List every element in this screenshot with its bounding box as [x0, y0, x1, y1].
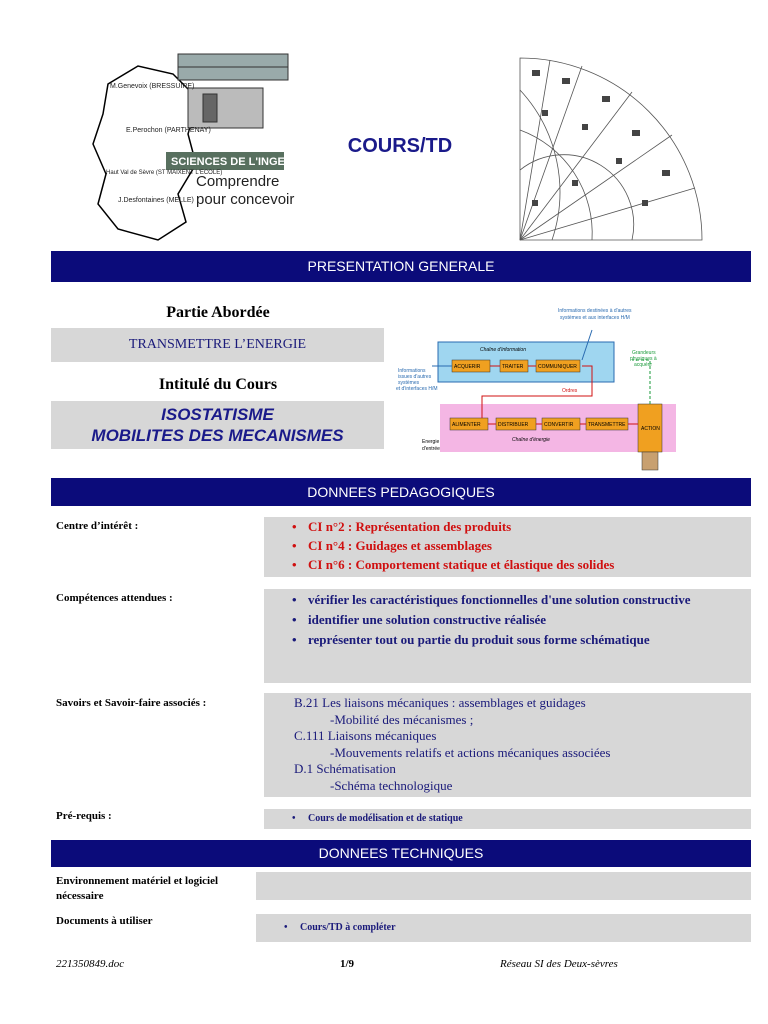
list-item: • CI n°2 : Représentation des produits: [264, 517, 751, 536]
centre-interet-label: Centre d’intérêt :: [56, 520, 139, 532]
svg-text:M.Genevoix (BRESSUIRE): M.Genevoix (BRESSUIRE): [110, 83, 195, 90]
svg-text:pour concevoir: pour concevoir: [196, 191, 295, 208]
svg-text:d'entrée: d'entrée: [422, 446, 440, 452]
documents-list: [256, 914, 751, 933]
svg-text:J.Desfontaines (MELLE): J.Desfontaines (MELLE): [118, 197, 194, 204]
savoir-line: -Mobilité des mécanismes ;: [330, 711, 474, 727]
section-header-pedagogiques: DONNEES PEDAGOGIQUES: [51, 478, 751, 506]
list-item: • CI n°6 : Comportement statique et élastique des solides: [264, 555, 751, 574]
svg-text:issues d'autres: issues d'autres: [398, 374, 432, 380]
list-item: • identifier une solution constructive réalisée: [264, 611, 711, 628]
svg-text:acquérir: acquérir: [634, 362, 653, 368]
list-item: • Cours/TD à compléter: [256, 922, 751, 933]
svg-text:Grandeurs: Grandeurs: [632, 350, 656, 356]
intitule-line-1: ISOSTATISME: [161, 405, 274, 424]
footer-page-number: 1/9: [340, 958, 355, 970]
svg-text:Informations destinées à d'aut: Informations destinées à d'autres: [558, 308, 632, 314]
environnement-label-line-2: nécessaire: [56, 890, 104, 902]
savoir-line: -Mouvements relatifs et actions mécaniques associées: [330, 744, 611, 760]
svg-text:Chaîne d'information: Chaîne d'information: [480, 347, 526, 353]
svg-text:Informations: Informations: [398, 368, 426, 374]
prerequis-box: [264, 809, 751, 829]
savoir-line: -Schéma technologique: [330, 777, 453, 793]
svg-text:Chaîne d'énergie: Chaîne d'énergie: [512, 437, 550, 443]
svg-text:TRANSMETTRE: TRANSMETTRE: [588, 422, 626, 428]
section-header-presentation: PRESENTATION GENERALE: [51, 251, 751, 282]
partie-label: Partie Abordée: [166, 304, 270, 321]
svg-text:Energie: Energie: [422, 439, 440, 445]
technical-fan-chart-image: [512, 50, 712, 245]
svg-text:systèmes: systèmes: [398, 380, 420, 386]
svg-text:ACTION: ACTION: [641, 426, 660, 432]
school-network-logo: [78, 44, 320, 244]
svg-text:COMMUNIQUER: COMMUNIQUER: [538, 364, 577, 370]
environnement-box: [256, 872, 751, 900]
footer-network: Réseau SI des Deux-sèvres: [500, 958, 618, 970]
savoir-line: C.111 Liaisons mécaniques: [294, 728, 437, 743]
intitule-value-box: [51, 401, 384, 449]
competences-box: [264, 589, 751, 683]
svg-text:physiques à: physiques à: [630, 356, 657, 362]
svg-text:CONVERTIR: CONVERTIR: [544, 422, 574, 428]
list-item: • Cours de modélisation et de statique: [264, 813, 751, 824]
partie-value-box: [51, 328, 384, 362]
page-title: COURS/TD: [347, 135, 453, 157]
svg-text:DISTRIBUER: DISTRIBUER: [498, 422, 529, 428]
prerequis-list: [264, 809, 751, 824]
environnement-label-line-1: Environnement matériel et logiciel: [56, 875, 219, 887]
svg-text:Haut Val de Sèvre (ST MAIXENT: Haut Val de Sèvre (ST MAIXENT L'ECOLE): [106, 170, 223, 176]
list-item: • CI n°4 : Guidages et assemblages: [264, 536, 751, 555]
information-energy-chain-diagram: [392, 300, 692, 472]
svg-text:et d'interfaces H/M: et d'interfaces H/M: [396, 386, 438, 392]
partie-value: TRANSMETTRE L’ENERGIE: [128, 337, 307, 352]
svg-text:TRAITER: TRAITER: [502, 364, 524, 370]
svg-text:ACQUERIR: ACQUERIR: [454, 364, 481, 370]
intitule-line-2: MOBILITES DES MECANISMES: [91, 426, 344, 445]
competences-label: Compétences attendues :: [56, 592, 173, 604]
list-item: • représenter tout ou partie du produit sous forme schématique: [264, 631, 711, 648]
svg-text:ALIMENTER: ALIMENTER: [452, 422, 481, 428]
documents-box: [256, 914, 751, 942]
environnement-label: [56, 874, 218, 904]
footer-filename: 221350849.doc: [56, 958, 125, 970]
centre-interet-box: [264, 517, 751, 577]
documents-label: Documents à utiliser: [56, 915, 153, 927]
svg-text:Comprendre: Comprendre: [196, 173, 280, 190]
svg-text:systèmes et aux interfaces H/M: systèmes et aux interfaces H/M: [560, 315, 630, 321]
section-header-techniques: DONNEES TECHNIQUES: [51, 840, 751, 867]
savoir-line: D.1 Schématisation: [294, 761, 396, 776]
savoirs-label: Savoirs et Savoir-faire associés :: [56, 697, 207, 709]
competences-list: [264, 591, 751, 648]
svg-text:SCIENCES DE L'INGENIEUR: SCIENCES DE L'INGENIEUR: [171, 156, 320, 168]
prerequis-label: Pré-requis :: [56, 810, 112, 822]
savoir-line: B.21 Les liaisons mécaniques : assemblages et guidages: [294, 695, 586, 710]
svg-text:Ordres: Ordres: [562, 388, 578, 394]
svg-text:E.Perochon (PARTHENAY): E.Perochon (PARTHENAY): [126, 127, 211, 134]
savoirs-box: [264, 693, 751, 797]
list-item: • vérifier les caractéristiques fonctionnelles d'une solution constructive: [264, 591, 711, 608]
centre-interet-list: [264, 517, 751, 574]
intitule-label: Intitulé du Cours: [158, 376, 278, 393]
